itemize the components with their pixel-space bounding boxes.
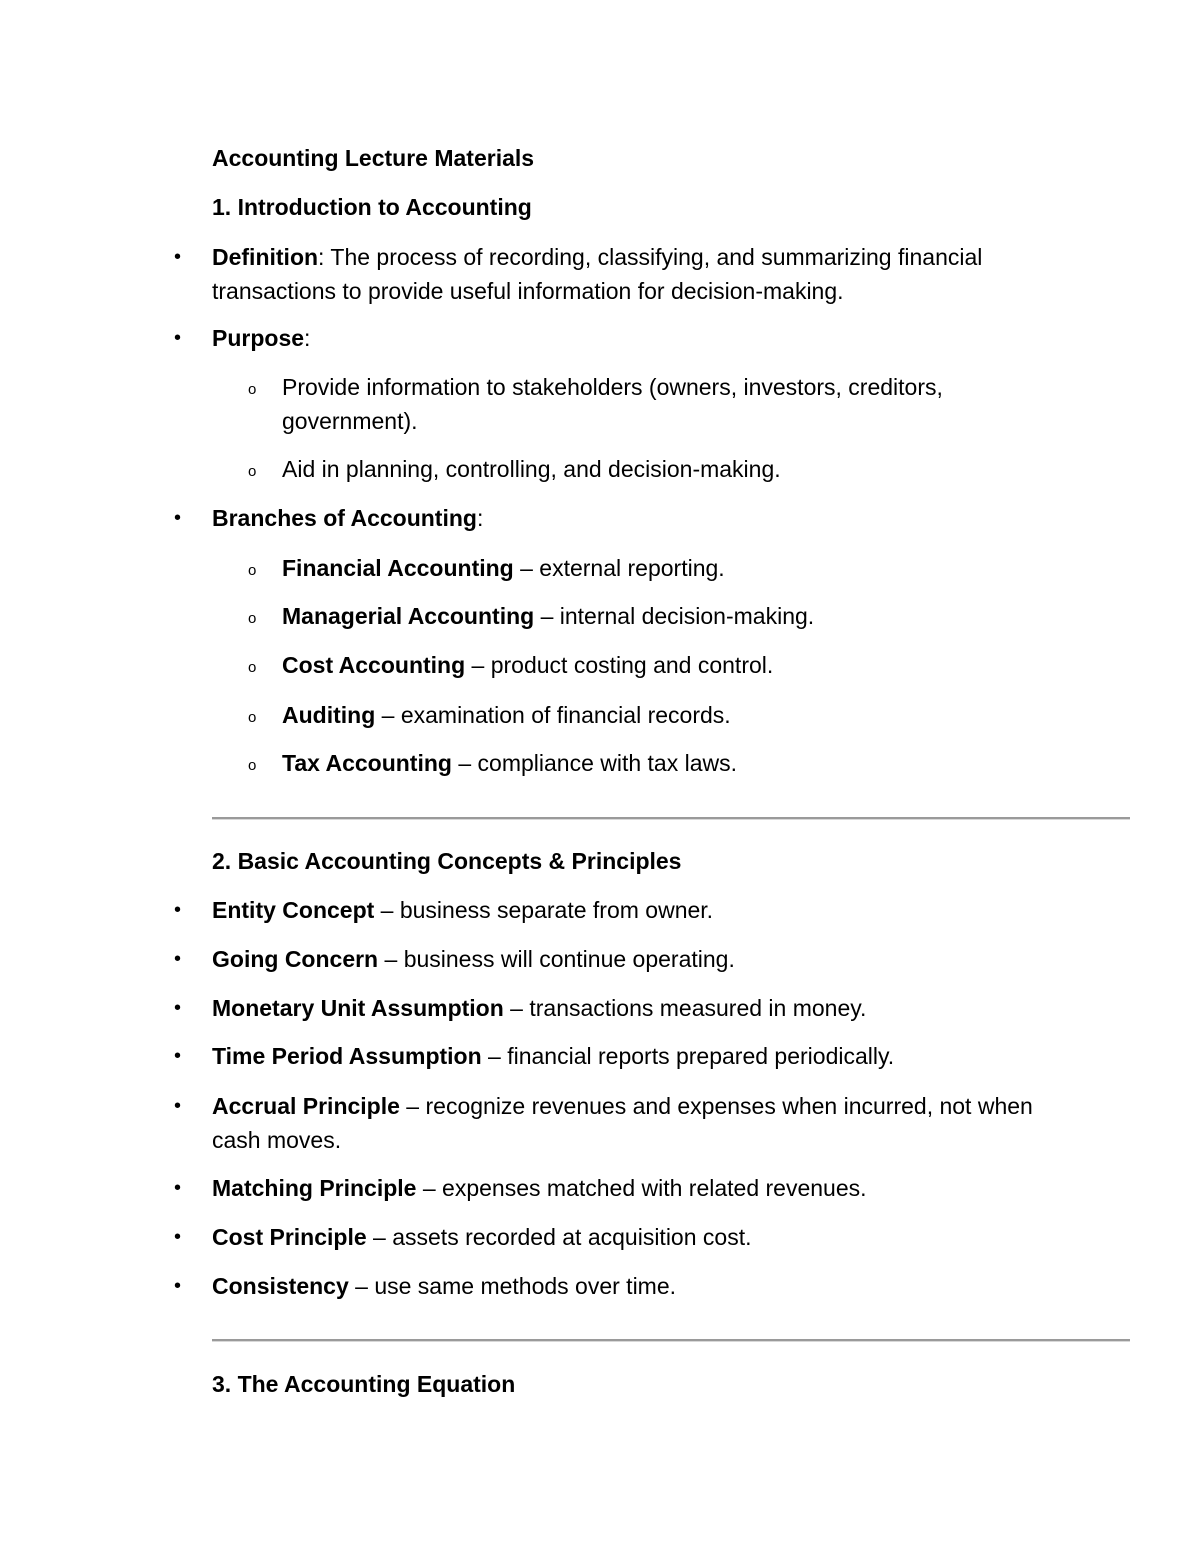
concept-term: Time Period Assumption [212, 1043, 482, 1069]
concept-item [212, 1220, 1072, 1254]
branch-subitem [282, 648, 1042, 682]
branch-subitem [282, 551, 1042, 585]
concept-text: – business will continue operating. [378, 946, 735, 972]
branches-term: Branches of Accounting [212, 505, 477, 531]
purpose-suffix: : [304, 325, 311, 351]
branch-term: Tax Accounting [282, 750, 452, 776]
purpose-subitem: o Provide information to stakeholders (owners, investors, creditors, government). [282, 370, 1042, 438]
concept-text: – business separate from owner. [374, 897, 714, 923]
concept-term: Matching Principle [212, 1175, 417, 1201]
concept-text: – assets recorded at acquisition cost. [366, 1224, 752, 1250]
branch-text: – internal decision-making. [534, 603, 815, 629]
purpose-subitem: o Aid in planning, controlling, and decision-making. [282, 452, 1042, 486]
branch-text: – external reporting. [513, 555, 725, 581]
concept-item [212, 942, 1072, 976]
definition-term: Definition [212, 244, 319, 270]
definition-text: : The process of recording, classifying, and summarizing financial transactions to provide useful information for decision-making. [212, 244, 983, 304]
concept-term: Entity Concept [212, 897, 375, 923]
purpose-term: Purpose [212, 325, 305, 351]
concept-item [212, 1089, 1072, 1157]
branch-term: Cost Accounting [282, 652, 466, 678]
concept-item [212, 1269, 1072, 1303]
branch-term: Financial Accounting [282, 555, 514, 581]
concept-item [212, 1039, 1072, 1073]
concept-text: – recognize revenues and expenses when incurred, not when cash moves. [212, 1093, 1033, 1153]
branch-text: – examination of financial records. [375, 702, 731, 728]
purpose-item [212, 321, 1072, 482]
concept-term: Monetary Unit Assumption [212, 995, 504, 1021]
concept-text: – transactions measured in money. [503, 995, 867, 1021]
branch-text: – product costing and control. [465, 652, 774, 678]
concept-text: – financial reports prepared periodically. [481, 1043, 895, 1069]
concept-item [212, 893, 1072, 927]
branches-item [212, 501, 1072, 776]
section-divider [212, 817, 1130, 820]
branches-suffix: : [476, 505, 484, 531]
concept-text: – expenses matched with related revenues. [416, 1175, 867, 1201]
document-title: Accounting Lecture Materials [212, 145, 535, 171]
section-heading-introduction: 1. Introduction to Accounting [212, 194, 532, 220]
concept-term: Consistency [212, 1273, 349, 1299]
concept-term: Going Concern [212, 946, 379, 972]
branch-subitem [282, 599, 1042, 633]
concept-item [212, 991, 1072, 1025]
branch-subitem [282, 698, 1042, 732]
section-heading-concepts: 2. Basic Accounting Concepts & Principles [212, 848, 682, 874]
definition-item [212, 240, 1072, 308]
branch-subitem [282, 746, 1042, 780]
concept-text: – use same methods over time. [348, 1273, 677, 1299]
branch-text: – compliance with tax laws. [451, 750, 738, 776]
section-heading-equation: 3. The Accounting Equation [212, 1371, 516, 1397]
section-divider [212, 1339, 1130, 1342]
concept-item [212, 1171, 1072, 1205]
concept-term: Accrual Principle [212, 1093, 400, 1119]
concept-term: Cost Principle [212, 1224, 367, 1250]
branch-term: Managerial Accounting [282, 603, 535, 629]
branch-term: Auditing [282, 702, 376, 728]
